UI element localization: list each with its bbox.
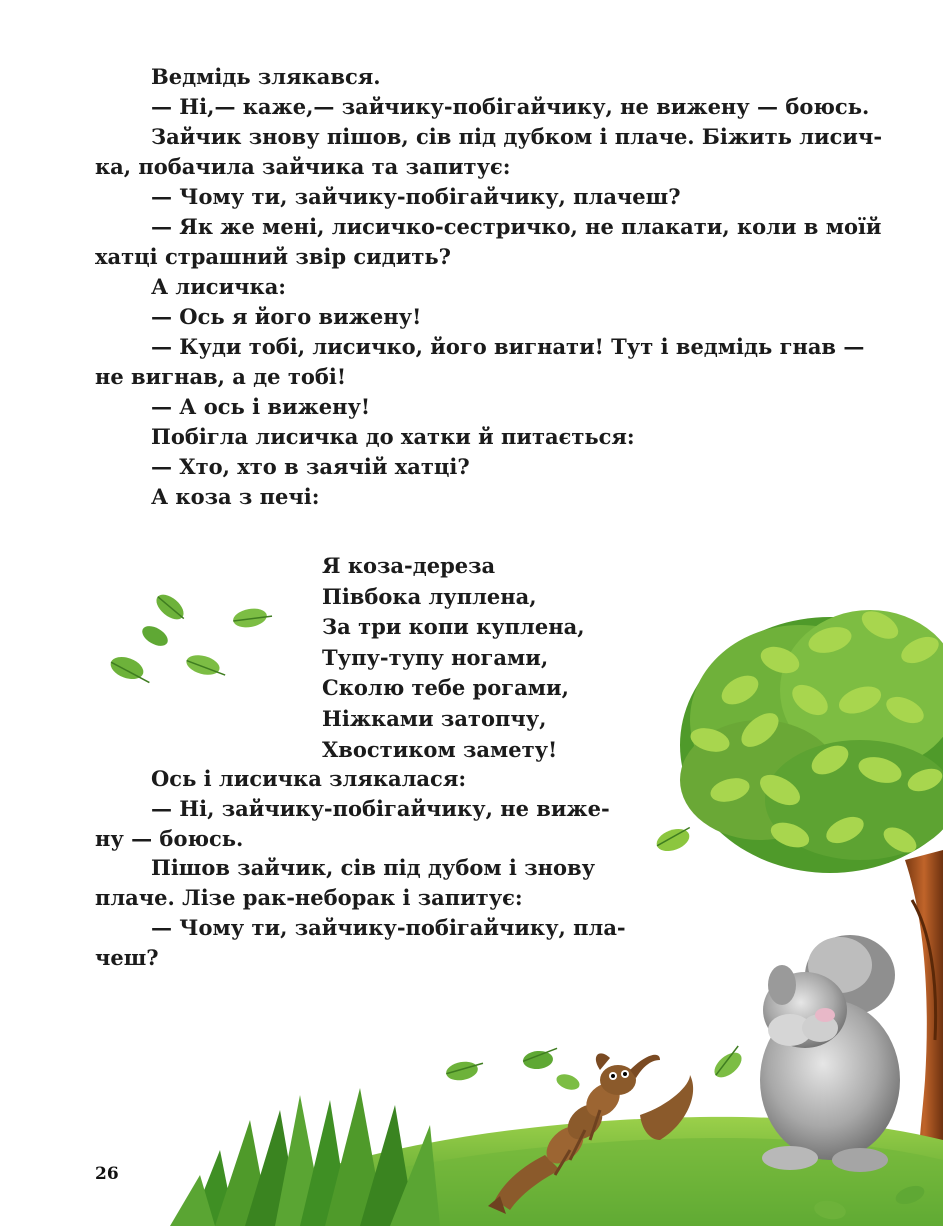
text-line: Ведмідь злякався. <box>151 64 381 89</box>
poem-line: Ніжками затопчу, <box>322 705 547 731</box>
text-line: — Хто, хто в заячій хатці? <box>151 454 470 479</box>
text-line: Побігла лисичка до хатки й питається: <box>151 424 635 449</box>
text-line: — Як же мені, лисичко-сестричко, не плакати, коли в моїй <box>151 214 882 239</box>
poem-line: Я коза-дереза <box>322 553 496 578</box>
text-line: — Куди тобі, лисичко, його вигнати! Тут і ведмідь гнав — <box>151 334 865 359</box>
text-line: — Ось я його вижену! <box>151 304 422 329</box>
text-line: Пішов зайчик, сів під дубом і знову <box>151 855 596 881</box>
leaf-icon <box>710 1045 749 1082</box>
text-line: не вигнав, а де тобі! <box>95 364 347 389</box>
text-line: Ось і лисичка злякалася: <box>151 766 467 791</box>
tree-trunk <box>905 850 943 1160</box>
story-text-top <box>95 62 885 512</box>
text-line: — Ні,— каже,— зайчику-побігайчику, не вижену — боюсь. <box>151 94 870 119</box>
tree-crown <box>680 605 943 873</box>
text-line: хатці страшний звір сидить? <box>95 244 451 269</box>
leaf-icon <box>522 1048 559 1070</box>
text-line: А лисичка: <box>151 274 287 299</box>
text-line: чеш? <box>95 944 159 970</box>
leaf-icon <box>554 1071 581 1092</box>
text-line: А коза з печі: <box>151 484 320 509</box>
poem-line: Півбока луплена, <box>322 583 537 609</box>
text-line: ка, побачила зайчика та запитує: <box>95 154 511 179</box>
leaf-icon <box>445 1058 486 1082</box>
text-line: плаче. Лізе рак-неборак і запитує: <box>95 885 523 911</box>
rabbit <box>760 935 900 1172</box>
leaf-icon <box>184 652 228 680</box>
leaf-icon <box>108 653 155 687</box>
grass-clump <box>170 1088 440 1226</box>
text-line: — Чому ти, зайчику-побігайчику, плачеш? <box>151 184 681 209</box>
poem-line: За три копи куплена, <box>322 614 585 640</box>
text-line: ну — боюсь. <box>95 825 244 851</box>
text-line: Зайчик знову пішов, сів під дубком і плаче. Біжить лисич- <box>151 124 883 149</box>
leaf-icon <box>139 622 171 650</box>
text-line: — А ось і вижену! <box>151 394 371 419</box>
page-number: 26 <box>95 1164 119 1184</box>
story-text-bottom <box>95 764 655 973</box>
text-line: — Чому ти, зайчику-побігайчику, пла- <box>151 914 626 940</box>
poem-line: Сколю тебе рогами, <box>322 675 569 701</box>
leaf-icon <box>654 824 696 855</box>
poem <box>322 551 585 765</box>
poem-line: Тупу-тупу ногами, <box>322 644 549 670</box>
falling-leaves-left <box>108 590 274 686</box>
text-line: — Ні, зайчику-побігайчику, не вижe- <box>151 795 610 821</box>
poem-line: Хвостиком замету! <box>322 736 558 762</box>
leaf-icon <box>232 605 274 629</box>
leaf-icon <box>152 590 190 626</box>
